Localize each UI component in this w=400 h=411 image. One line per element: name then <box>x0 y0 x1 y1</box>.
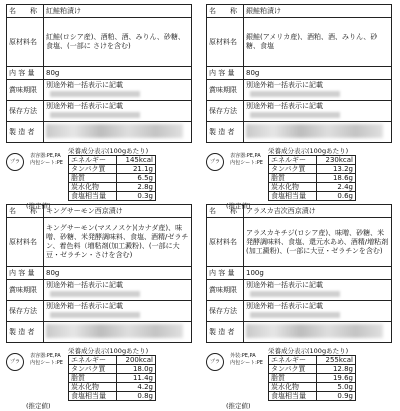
product-label-3 <box>6 204 194 410</box>
redacted-area <box>50 312 140 318</box>
nutrition-value: 230kcal <box>317 156 356 165</box>
product-spec-table <box>6 4 192 143</box>
expiry-text: 別途外箱一括表示に記載 <box>246 281 323 289</box>
estimate-note: (推定値) <box>26 402 51 410</box>
nutrition-row <box>69 165 156 174</box>
expiry-label: 賞味期限 <box>7 80 44 101</box>
product-label-1 <box>6 4 194 210</box>
nutrition-row <box>69 374 156 383</box>
nutrition-item: エネルギー <box>69 356 117 365</box>
maker-value <box>44 122 192 143</box>
storage-value <box>44 301 192 322</box>
nutrition-value: 200kcal <box>117 356 156 365</box>
recycle-materials <box>30 353 63 367</box>
nutrition-item: 食塩相当量 <box>269 192 317 201</box>
nutrition-value: 5.0g <box>317 383 356 392</box>
nutrition-value: 0.3g <box>117 192 156 201</box>
nutrition-item: 脂質 <box>69 374 117 383</box>
capacity-label: 内 容 量 <box>7 267 44 280</box>
plastic-recycle-icon: プラ <box>206 153 224 171</box>
storage-text: 別途外箱一括表示に記載 <box>246 302 323 310</box>
storage-text: 別途外箱一括表示に記載 <box>46 102 123 110</box>
recycle-line: 外装:PE,PA <box>230 353 256 359</box>
nutrition-value: 0.9g <box>317 392 356 401</box>
nutrition-item: 食塩相当量 <box>269 392 317 401</box>
nutrition-item: 食塩相当量 <box>69 392 117 401</box>
maker-label: 製 造 者 <box>7 122 44 143</box>
nutrition-item: 脂質 <box>69 174 117 183</box>
storage-value <box>244 101 392 122</box>
nutrition-value: 0.8g <box>117 392 156 401</box>
expiry-value <box>44 80 192 101</box>
recycle-line: 表容器:PE,PA <box>230 153 261 159</box>
recycle-line: 内包シート:PE <box>30 360 63 366</box>
nutrition-value: 6.5g <box>117 174 156 183</box>
product-name: アラスカ吉次西京漬け <box>244 205 392 218</box>
label-footer <box>206 147 394 211</box>
name-label: 名 称 <box>207 5 244 18</box>
nutrition-value: 13.2g <box>317 165 356 174</box>
nutrition-item: タンパク質 <box>69 365 117 374</box>
nutrition-item: 脂質 <box>269 174 317 183</box>
plastic-recycle-icon: プラ <box>6 353 24 371</box>
expiry-text: 別途外箱一括表示に記載 <box>46 281 123 289</box>
nutrition-item: 炭水化物 <box>269 383 317 392</box>
nutrition-item: エネルギー <box>69 156 117 165</box>
raw-materials: アラスカキチジ(ロシア産)、味噌、砂糖、米発酵調味料、食塩、還元水あめ、酒精/増粘剤(加工澱粉)、(一部に大豆・ゼラチンを含む) <box>244 218 392 267</box>
estimate-note: (推定値) <box>226 202 251 210</box>
nutrition-value: 18.0g <box>117 365 156 374</box>
estimate-note: (推定値) <box>226 402 251 410</box>
raw-materials-label: 原材料名 <box>7 218 44 267</box>
product-spec-table <box>6 204 192 343</box>
expiry-label: 賞味期限 <box>207 80 244 101</box>
nutrition-value: 4.2g <box>117 383 156 392</box>
nutrition-item: 炭水化物 <box>269 183 317 192</box>
plastic-recycle-icon: プラ <box>6 153 24 171</box>
nutrition-table <box>268 355 356 401</box>
product-label-2 <box>206 4 394 210</box>
recycle-mark <box>6 353 66 372</box>
recycle-materials <box>230 353 263 367</box>
maker-value <box>44 322 192 343</box>
redacted-maker <box>46 324 183 338</box>
storage-text: 別途外箱一括表示に記載 <box>46 302 123 310</box>
nutrition-row <box>269 165 356 174</box>
nutrition-row <box>269 156 356 165</box>
nutrition-value: 11.4g <box>117 374 156 383</box>
raw-materials-label: 原材料名 <box>7 18 44 67</box>
redacted-area <box>50 112 140 118</box>
nutrition-row <box>269 383 356 392</box>
recycle-line: 表容器:PE,PA <box>30 153 61 159</box>
nutrition-row <box>69 192 156 201</box>
nutrition-value: 2.4g <box>317 183 356 192</box>
expiry-value <box>44 280 192 301</box>
expiry-value <box>244 80 392 101</box>
product-name: 紅鮭粕漬け <box>44 5 192 18</box>
redacted-area <box>250 291 340 297</box>
nutrition-row <box>269 183 356 192</box>
nutrition-facts <box>268 147 356 201</box>
recycle-line: 内包シート:PE <box>230 160 263 166</box>
label-footer <box>206 347 394 411</box>
plastic-recycle-icon: プラ <box>206 353 224 371</box>
nutrition-row <box>69 392 156 401</box>
nutrition-value: 19.6g <box>317 374 356 383</box>
recycle-line: 内包シート:PE <box>230 360 263 366</box>
nutrition-item: タンパク質 <box>269 165 317 174</box>
nutrition-value: 18.6g <box>317 174 356 183</box>
nutrition-item: タンパク質 <box>69 165 117 174</box>
nutrition-row <box>269 365 356 374</box>
nutrition-item: エネルギー <box>269 356 317 365</box>
nutrition-row <box>69 156 156 165</box>
maker-label: 製 造 者 <box>207 322 244 343</box>
recycle-mark <box>206 153 266 172</box>
nutrition-row <box>69 365 156 374</box>
recycle-line: 内包シート:PE <box>30 160 63 166</box>
nutrition-value: 0.6g <box>317 192 356 201</box>
estimate-note: (推定値) <box>26 202 51 210</box>
nutrition-row <box>69 183 156 192</box>
nutrition-table <box>68 155 156 201</box>
redacted-area <box>250 312 340 318</box>
storage-label: 保存方法 <box>207 101 244 122</box>
name-label: 名 称 <box>207 205 244 218</box>
storage-text: 別途外箱一括表示に記載 <box>246 102 323 110</box>
maker-label: 製 造 者 <box>207 122 244 143</box>
capacity-value: 100g <box>244 267 392 280</box>
maker-value <box>244 322 392 343</box>
product-spec-table <box>206 204 392 343</box>
nutrition-facts <box>268 347 356 401</box>
maker-label: 製 造 者 <box>7 322 44 343</box>
nutrition-title: 栄養成分表示(100gあたり) <box>68 147 149 155</box>
nutrition-item: 炭水化物 <box>69 183 117 192</box>
nutrition-item: 脂質 <box>269 374 317 383</box>
nutrition-value: 12.8g <box>317 365 356 374</box>
capacity-value: 80g <box>244 67 392 80</box>
nutrition-row <box>269 174 356 183</box>
storage-value <box>44 101 192 122</box>
name-label: 名 称 <box>7 205 44 218</box>
recycle-line: 表容器:PE,PA <box>30 353 61 359</box>
redacted-maker <box>246 324 383 338</box>
nutrition-table <box>268 155 356 201</box>
raw-materials: キングサーモン(マスノスケ)(カナダ産)、味噌、砂糖、米発酵調味料、食塩、酒精/ゼラチン、着色料（増粘剤(加工澱粉)、(一部に大豆・ゼラチン・さけを含む) <box>44 218 192 267</box>
nutrition-row <box>269 356 356 365</box>
nutrition-title: 栄養成分表示(100gあたり) <box>268 347 349 355</box>
product-label-4 <box>206 204 394 410</box>
storage-label: 保存方法 <box>207 301 244 322</box>
nutrition-item: タンパク質 <box>269 365 317 374</box>
nutrition-item: 食塩相当量 <box>69 192 117 201</box>
capacity-value: 80g <box>44 67 192 80</box>
expiry-text: 別途外箱一括表示に記載 <box>46 81 123 89</box>
nutrition-value: 2.8g <box>117 183 156 192</box>
nutrition-title: 栄養成分表示(100gあたり) <box>268 147 349 155</box>
nutrition-value: 21.1g <box>117 165 156 174</box>
nutrition-item: 炭水化物 <box>69 383 117 392</box>
raw-materials-label: 原材料名 <box>207 18 244 67</box>
product-spec-table <box>206 4 392 143</box>
nutrition-facts <box>68 147 156 201</box>
redacted-area <box>50 91 140 97</box>
maker-value <box>244 122 392 143</box>
redacted-area <box>250 112 340 118</box>
storage-label: 保存方法 <box>7 101 44 122</box>
nutrition-row <box>269 374 356 383</box>
storage-label: 保存方法 <box>7 301 44 322</box>
label-footer <box>6 347 194 411</box>
capacity-label: 内 容 量 <box>7 67 44 80</box>
expiry-label: 賞味期限 <box>7 280 44 301</box>
name-label: 名 称 <box>7 5 44 18</box>
redacted-area <box>250 91 340 97</box>
redacted-area <box>50 291 140 297</box>
recycle-materials <box>30 153 63 167</box>
nutrition-title: 栄養成分表示(100gあたり) <box>68 347 149 355</box>
storage-value <box>244 301 392 322</box>
recycle-materials <box>230 153 263 167</box>
label-footer <box>6 147 194 211</box>
redacted-maker <box>246 124 383 138</box>
nutrition-facts <box>68 347 156 401</box>
expiry-label: 賞味期限 <box>207 280 244 301</box>
expiry-value <box>244 280 392 301</box>
product-name: 銀鮭粕漬け <box>244 5 392 18</box>
nutrition-item: エネルギー <box>269 156 317 165</box>
capacity-label: 内 容 量 <box>207 267 244 280</box>
nutrition-row <box>69 383 156 392</box>
expiry-text: 別途外箱一括表示に記載 <box>246 81 323 89</box>
nutrition-row <box>269 392 356 401</box>
raw-materials: 紅鮭(ロシア産)、酒粕、酒、みりん、砂糖、食塩、(一部に さけを含む) <box>44 18 192 67</box>
nutrition-table <box>68 355 156 401</box>
capacity-value: 80g <box>44 267 192 280</box>
nutrition-row <box>269 192 356 201</box>
recycle-mark <box>6 153 66 172</box>
nutrition-value: 255kcal <box>317 356 356 365</box>
nutrition-value: 145kcal <box>117 156 156 165</box>
nutrition-row <box>69 356 156 365</box>
capacity-label: 内 容 量 <box>207 67 244 80</box>
product-name: キングサーモン西京漬け <box>44 205 192 218</box>
redacted-maker <box>46 124 183 138</box>
raw-materials: 銀鮭(アメリカ産)、酒粕、酒、みりん、砂糖、食塩 <box>244 18 392 67</box>
recycle-mark <box>206 353 266 372</box>
raw-materials-label: 原材料名 <box>207 218 244 267</box>
nutrition-row <box>69 174 156 183</box>
